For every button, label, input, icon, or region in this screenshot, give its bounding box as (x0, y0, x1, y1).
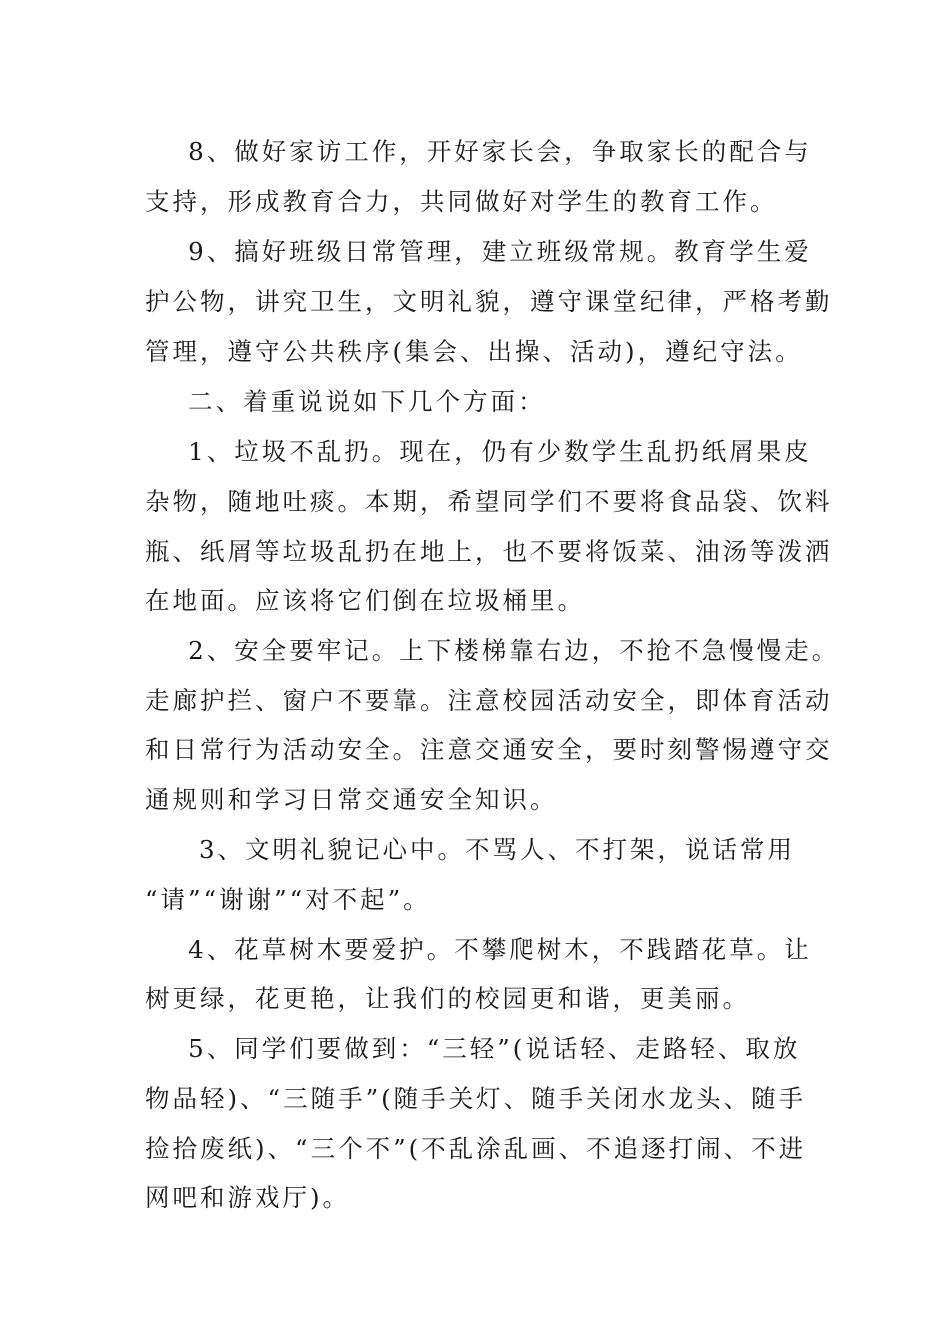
text-line: 1、垃圾不乱扔。现在，仍有少数学生乱扔纸屑果皮 (145, 437, 812, 466)
text-line: 5、同学们要做到：“三轻”(说话轻、走路轻、取放 (145, 1034, 801, 1063)
text-line: 通规则和学习日常交通安全知识。 (145, 785, 558, 814)
text-line: 捡拾废纸)、“三个不”(不乱涂乱画、不追逐打闹、不进 (145, 1134, 807, 1163)
text-line: “请”“谢谢”“对不起”。 (145, 885, 431, 914)
text-line: 二、着重说说如下几个方面： (145, 387, 546, 416)
text-line: 护公物，讲究卫生，文明礼貌，遵守课堂纪律，严格考勤 (145, 287, 833, 316)
text-line: 杂物，随地吐痰。本期，希望同学们不要将食品袋、饮料 (145, 487, 833, 516)
text-line: 8、做好家访工作，开好家长会，争取家长的配合与 (145, 137, 812, 166)
text-line: 网吧和游戏厅)。 (145, 1183, 351, 1212)
text-line: 在地面。应该将它们倒在垃圾桶里。 (145, 586, 585, 615)
text-line: 瓶、纸屑等垃圾乱扔在地上，也不要将饭菜、油汤等泼洒 (145, 537, 833, 566)
text-line: 物品轻)、“三随手”(随手关灯、随手关闭水龙头、随手 (145, 1084, 807, 1113)
text-line: 4、花草树木要爱护。不攀爬树木，不践踏花草。让 (145, 935, 812, 964)
text-line: 树更绿，花更艳，让我们的校园更和谐，更美丽。 (145, 984, 750, 1013)
text-line: 2、安全要牢记。上下楼梯靠右边，不抢不急慢慢走。 (145, 636, 840, 665)
text-line: 和日常行为活动安全。注意交通安全，要时刻警惕遵守交 (145, 735, 833, 764)
text-line: 支持，形成教育合力，共同做好对学生的教育工作。 (145, 187, 778, 216)
text-line: 3、文明礼貌记心中。不骂人、不打架，说话常用 (145, 835, 796, 864)
text-line: 9、搞好班级日常管理，建立班级常规。教育学生爱 (145, 237, 812, 266)
text-line: 管理，遵守公共秩序(集会、出操、活动)，遵纪守法。 (145, 337, 803, 366)
text-line: 走廊护拦、窗户不要靠。注意校园活动安全，即体育活动 (145, 686, 833, 715)
